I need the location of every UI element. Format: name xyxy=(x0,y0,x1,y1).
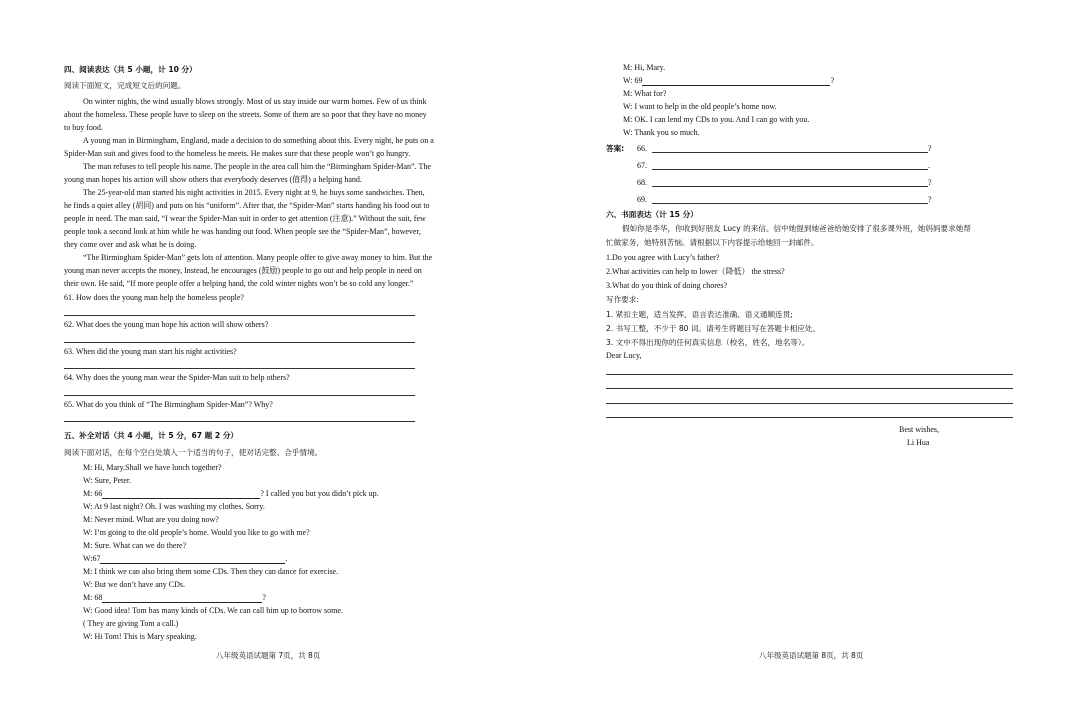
passage-line: their own. He said, “If more people offer a helping hand, the cold winter nights won’t be so cold any longer.” xyxy=(64,279,414,288)
answer-line-63[interactable] xyxy=(64,368,415,369)
dialogue-line: W: Hi Tom! This is Mary speaking. xyxy=(83,632,197,641)
dialogue-rest-67: . xyxy=(285,554,288,563)
question-62: 62. What does the young man hope his action will show others? xyxy=(64,320,269,329)
writing-line[interactable] xyxy=(606,403,1013,404)
blank-66[interactable] xyxy=(102,490,260,499)
dialogue-line: W: At 9 last night? Oh. I was washing my clothes. Sorry. xyxy=(83,502,265,511)
passage-line: people in need. The man said, “I wear the Spider-Man suit in order to get attention (注意).” Without the suit, few xyxy=(64,214,426,223)
dialogue-line: W: Thank you so much. xyxy=(623,128,700,137)
section4-title: 四、阅读表达（共 5 小题，计 10 分） xyxy=(64,65,197,74)
dialogue-rest-69: ? xyxy=(830,76,835,85)
passage-line: he finds a quiet alley (胡同) and puts on his “uniform”. After that, the “Spider-Man” starts handing his food out to xyxy=(64,201,430,210)
answer-line-65[interactable] xyxy=(64,421,415,422)
dialogue-line: M: Never mind. What are you doing now? xyxy=(83,515,219,524)
section6-title: 六、书面表达（计 15 分） xyxy=(606,210,698,219)
dialogue-line: M: Hi, Mary.Shall we have lunch together? xyxy=(83,463,222,472)
writing-line[interactable] xyxy=(606,417,1013,418)
dialogue-line: M: I think we can also bring them some CDs. Then they can dance for exercise. xyxy=(83,567,339,576)
blank-69[interactable] xyxy=(642,77,830,86)
requirement-item: 1. 紧扣主题，适当发挥，语言表达准确、语义通顺连贯; xyxy=(606,310,793,319)
section6-intro: 假如你是李华，你收到好朋友 Lucy 的来信。信中她提到她爸爸给她安排了很多课外班，她妈妈要求她帮 xyxy=(622,224,971,233)
section4-instruction: 阅读下面短文，完成短文后的问题。 xyxy=(64,81,186,90)
answer-end-69: ? xyxy=(928,195,932,204)
requirements-title: 写作要求: xyxy=(606,295,639,304)
dialogue-line: ( They are giving Tom a call.) xyxy=(83,619,179,628)
answer-line-67[interactable] xyxy=(652,169,928,170)
answer-line-61[interactable] xyxy=(64,315,415,316)
dialogue-speaker-67: W:67 xyxy=(83,554,101,563)
answer-line-66[interactable] xyxy=(652,152,928,153)
passage-line: young man never accepts the money, Instead, he encourages (鼓励) people to go out and help people in need on xyxy=(64,266,422,275)
passage-line: “The Birmingham Spider-Man” gets lots of attention. Many people offer to give away money to him. But the xyxy=(83,253,433,262)
answer-line-62[interactable] xyxy=(64,342,415,343)
letter-closing: Best wishes, xyxy=(899,425,939,434)
dialogue-rest-66: ? I called you but you didn’t pick up. xyxy=(260,489,379,498)
answer-end-67: . xyxy=(928,161,930,170)
section5-title: 五、补全对话（共 4 小题，计 5 分，67 题 2 分） xyxy=(64,431,239,440)
passage-line: people took a second look at him while he was handing out food. When people see the “Spider-Man”, however, xyxy=(64,227,421,236)
writing-line[interactable] xyxy=(606,374,1013,375)
answer-end-68: ? xyxy=(928,178,932,187)
prompt-item: 1.Do you agree with Lucy’s father? xyxy=(606,253,720,262)
passage-line: Spider-Man suit and gives food to the homeless he meets. He makes sure that these people won’t go hungry. xyxy=(64,149,411,158)
exam-page-8 xyxy=(540,0,1080,724)
letter-salutation: Dear Lucy, xyxy=(606,351,642,360)
dialogue-speaker-66: M: 66 xyxy=(83,489,103,498)
answer-line-69[interactable] xyxy=(652,203,928,204)
writing-line[interactable] xyxy=(606,388,1013,389)
answer-number-69: 69. xyxy=(637,195,647,204)
question-65: 65. What do you think of “The Birmingham Spider-Man”? Why? xyxy=(64,400,273,409)
dialogue-line-68 xyxy=(83,592,266,603)
answer-line-64[interactable] xyxy=(64,395,415,396)
passage-line: The 25-year-old man started his night activities in 2015. Every night at 9, he buys some sandwiches. Then, xyxy=(83,188,425,197)
page-footer: 八年级英语试题第 8页，共 8页 xyxy=(759,651,864,660)
passage-line: The man refuses to tell people his name. The people in the area call him the “Birmingham Spider-Man”. The xyxy=(83,162,431,171)
passage-line: to buy food. xyxy=(64,123,103,132)
section6-intro: 忙做家务，她特别苦恼。请根据以下内容提示给她回一封邮件。 xyxy=(606,238,819,247)
question-63: 63. When did the young man start his night activities? xyxy=(64,347,237,356)
dialogue-line: W: Good idea! Tom has many kinds of CDs. We can call him up to borrow some. xyxy=(83,606,343,615)
question-61: 61. How does the young man help the homeless people? xyxy=(64,293,244,302)
dialogue-line: W: Sure, Peter. xyxy=(83,476,132,485)
prompt-item: 2.What activities can help to lower（降低） the stress? xyxy=(606,267,785,276)
answer-end-66: ? xyxy=(928,144,932,153)
answer-number-68: 68. xyxy=(637,178,647,187)
passage-line: A young man in Birmingham, England, made a decision to do something about this. Every night, he puts on a xyxy=(83,136,434,145)
answers-label: 答案: xyxy=(606,144,625,153)
dialogue-line: M: What for? xyxy=(623,89,667,98)
answer-line-68[interactable] xyxy=(652,186,928,187)
dialogue-line-67 xyxy=(83,553,287,564)
passage-line: On winter nights, the wind usually blows strongly. Most of us stay inside our warm homes. Few of us think xyxy=(83,97,427,106)
dialogue-speaker-68: M: 68 xyxy=(83,593,103,602)
answer-number-67: 67. xyxy=(637,161,647,170)
passage-line: about the homeless. These people have to sleep on the streets. Some of them are so poor that they have no money xyxy=(64,110,427,119)
dialogue-line: W: But we don’t have any CDs. xyxy=(83,580,185,589)
page-footer: 八年级英语试题第 7页，共 8页 xyxy=(216,651,321,660)
dialogue-line: W: I want to help in the old people’s home now. xyxy=(623,102,777,111)
answer-number-66: 66. xyxy=(637,144,647,153)
dialogue-line: M: Sure. What can we do there? xyxy=(83,541,187,550)
letter-signature: Li Hua xyxy=(907,438,930,447)
question-64: 64. Why does the young man wear the Spider-Man suit to help others? xyxy=(64,373,290,382)
blank-67[interactable] xyxy=(100,554,288,564)
dialogue-line-66 xyxy=(83,488,379,499)
dialogue-rest-68: ? xyxy=(262,593,266,602)
dialogue-speaker-69: W: 69 xyxy=(623,76,643,85)
prompt-item: 3.What do you think of doing chores? xyxy=(606,281,728,290)
blank-68[interactable] xyxy=(102,594,262,603)
dialogue-line: W: I’m going to the old people’s home. Would you like to go with me? xyxy=(83,528,310,537)
requirement-item: 2. 书写工整，不少于 80 词。请考生将题目写在答题卡相应处。 xyxy=(606,324,820,333)
section5-instruction: 阅读下面对话，在每个空白处填入一个适当的句子，使对话完整、合乎情境。 xyxy=(64,448,323,457)
passage-line: young man hopes his action will show others that everybody deserves (值得) a helping hand. xyxy=(64,175,362,184)
requirement-item: 3. 文中不得出现你的任何真实信息（校名，姓名，地名等）。 xyxy=(606,338,810,347)
dialogue-line: M: OK. I can lend my CDs to you. And I can go with you. xyxy=(623,115,810,124)
passage-line: they come over and ask what he is doing. xyxy=(64,240,197,249)
dialogue-line-69 xyxy=(623,75,834,86)
dialogue-line: M: Hi, Mary. xyxy=(623,63,666,72)
